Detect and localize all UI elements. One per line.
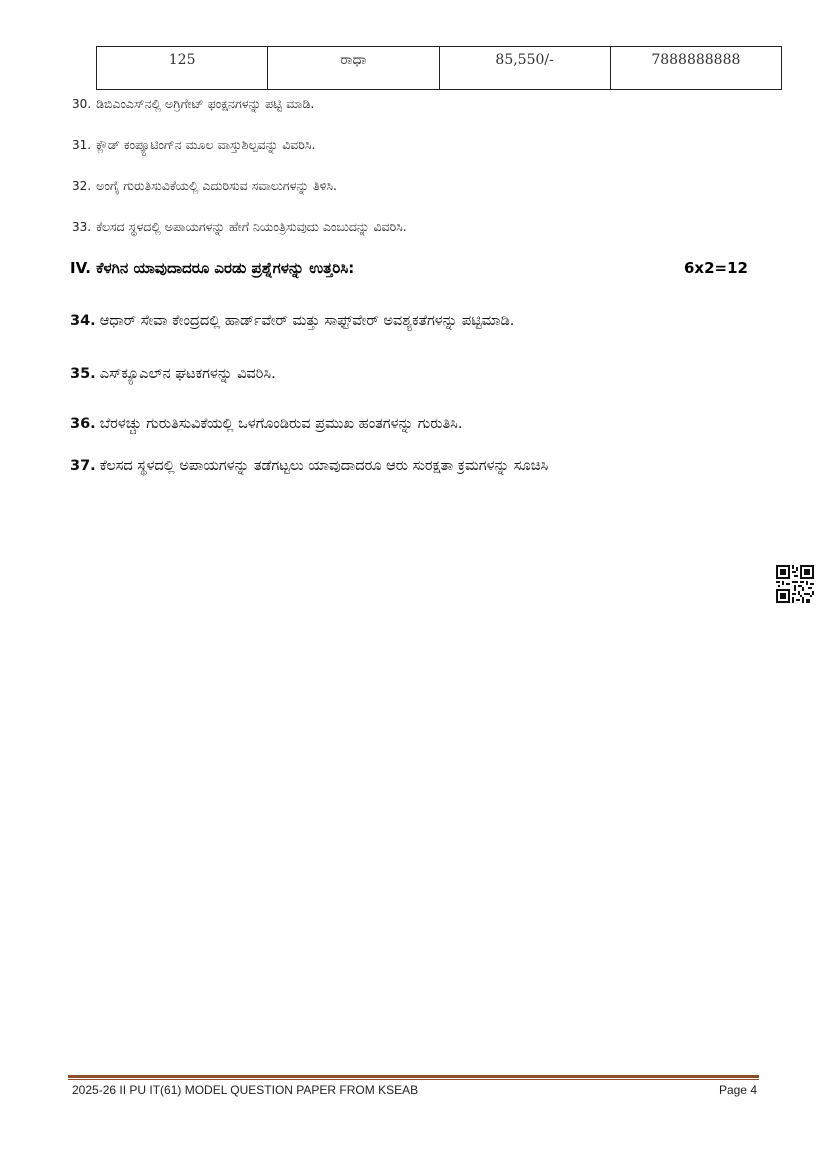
question-31 bbox=[72, 137, 316, 153]
question-36 bbox=[70, 416, 463, 432]
question-number: 34. bbox=[70, 313, 96, 329]
question-37 bbox=[70, 458, 548, 474]
question-text: ಅಂಗೈ ಗುರುತಿಸುವಿಕೆಯಲ್ಲಿ ಎದುರಿಸುವ ಸವಾಲುಗಳನ್ನು ತಿಳಿಸಿ. bbox=[96, 178, 337, 193]
table-cell-name: ರಾಧಾ bbox=[268, 47, 439, 90]
question-text: ಕ್ಲೌಡ್ ಕಂಪ್ಯೂಟಿಂಗ್‌ನ ಮೂಲ ವಾಸ್ತುಶಿಲ್ಪವನ್ನು ವಿವರಿಸಿ. bbox=[96, 137, 316, 152]
question-34 bbox=[70, 313, 514, 329]
question-text: ಕೆಲಸದ ಸ್ಥಳದಲ್ಲಿ ಅಪಾಯಗಳನ್ನು ತಡೆಗಟ್ಟಲು ಯಾವುದಾದರೂ ಆರು ಸುರಕ್ಷತಾ ಕ್ರಮಗಳನ್ನು ಸೂಚಿಸಿ bbox=[99, 458, 549, 474]
question-number: 37. bbox=[70, 458, 96, 474]
footer-title: 2025-26 II PU IT(61) MODEL QUESTION PAPER FROM KSEAB bbox=[72, 1083, 419, 1097]
question-text: ಎಸ್‌ಕ್ಯೂಎಲ್‌ನ ಘಟಕಗಳನ್ನು ವಿವರಿಸಿ. bbox=[99, 366, 276, 382]
section-marks: 6x2=12 bbox=[684, 259, 748, 277]
question-number: 35. bbox=[70, 366, 96, 382]
question-text: ಆಧಾರ್ ಸೇವಾ ಕೇಂದ್ರದಲ್ಲಿ ಹಾರ್ಡ್‌ವೇರ್ ಮತ್ತು ಸಾಫ್ಟ್‌ವೇರ್ ಅವಶ್ಯಕತೆಗಳನ್ನು ಪಟ್ಟಿಮಾಡಿ. bbox=[99, 313, 515, 329]
question-text: ಡಿಬಿಎಂಎಸ್‌ನಲ್ಲಿ ಅಗ್ರಿಗೇಟ್ ಫಂಕ್ಷನಗಳನ್ನು ಪಟ್ಟಿ ಮಾಡಿ. bbox=[96, 96, 315, 111]
qr-code-icon bbox=[776, 565, 814, 603]
question-text: ಕೆಲಸದ ಸ್ಥಳದಲ್ಲಿ ಅಪಾಯಗಳನ್ನು ಹೇಗೆ ನಿಯಂತ್ರಿಸುವುದು ಎಂಬುದನ್ನು ವಿವರಿಸಿ. bbox=[96, 219, 407, 234]
data-table bbox=[96, 46, 782, 90]
table-cell-phone: 7888888888 bbox=[610, 47, 781, 90]
section-title: IV. ಕೆಳಗಿನ ಯಾವುದಾದರೂ ಎರಡು ಪ್ರಶ್ನೆಗಳನ್ನು ಉತ್ತರಿಸಿ: bbox=[70, 259, 355, 277]
question-number: 33. bbox=[72, 220, 92, 234]
question-30 bbox=[72, 96, 314, 112]
table-cell-id: 125 bbox=[97, 47, 268, 90]
question-35 bbox=[70, 366, 276, 382]
section-heading bbox=[70, 259, 750, 281]
question-32 bbox=[72, 178, 337, 194]
question-number: 32. bbox=[72, 179, 92, 193]
table-cell-amount: 85,550/- bbox=[439, 47, 610, 90]
question-number: 36. bbox=[70, 416, 96, 432]
question-number: 31. bbox=[72, 138, 92, 152]
question-number: 30. bbox=[72, 97, 92, 111]
question-33 bbox=[72, 219, 407, 235]
table-row bbox=[97, 47, 782, 90]
page-number: Page 4 bbox=[718, 1083, 757, 1097]
footer-rule-thick bbox=[68, 1075, 759, 1078]
footer-rule-thin bbox=[68, 1079, 759, 1080]
question-text: ಬೆರಳಚ್ಚು ಗುರುತಿಸುವಿಕೆಯಲ್ಲಿ ಒಳಗೊಂಡಿರುವ ಪ್ರಮುಖ ಹಂತಗಳನ್ನು ಗುರುತಿಸಿ. bbox=[99, 416, 463, 432]
